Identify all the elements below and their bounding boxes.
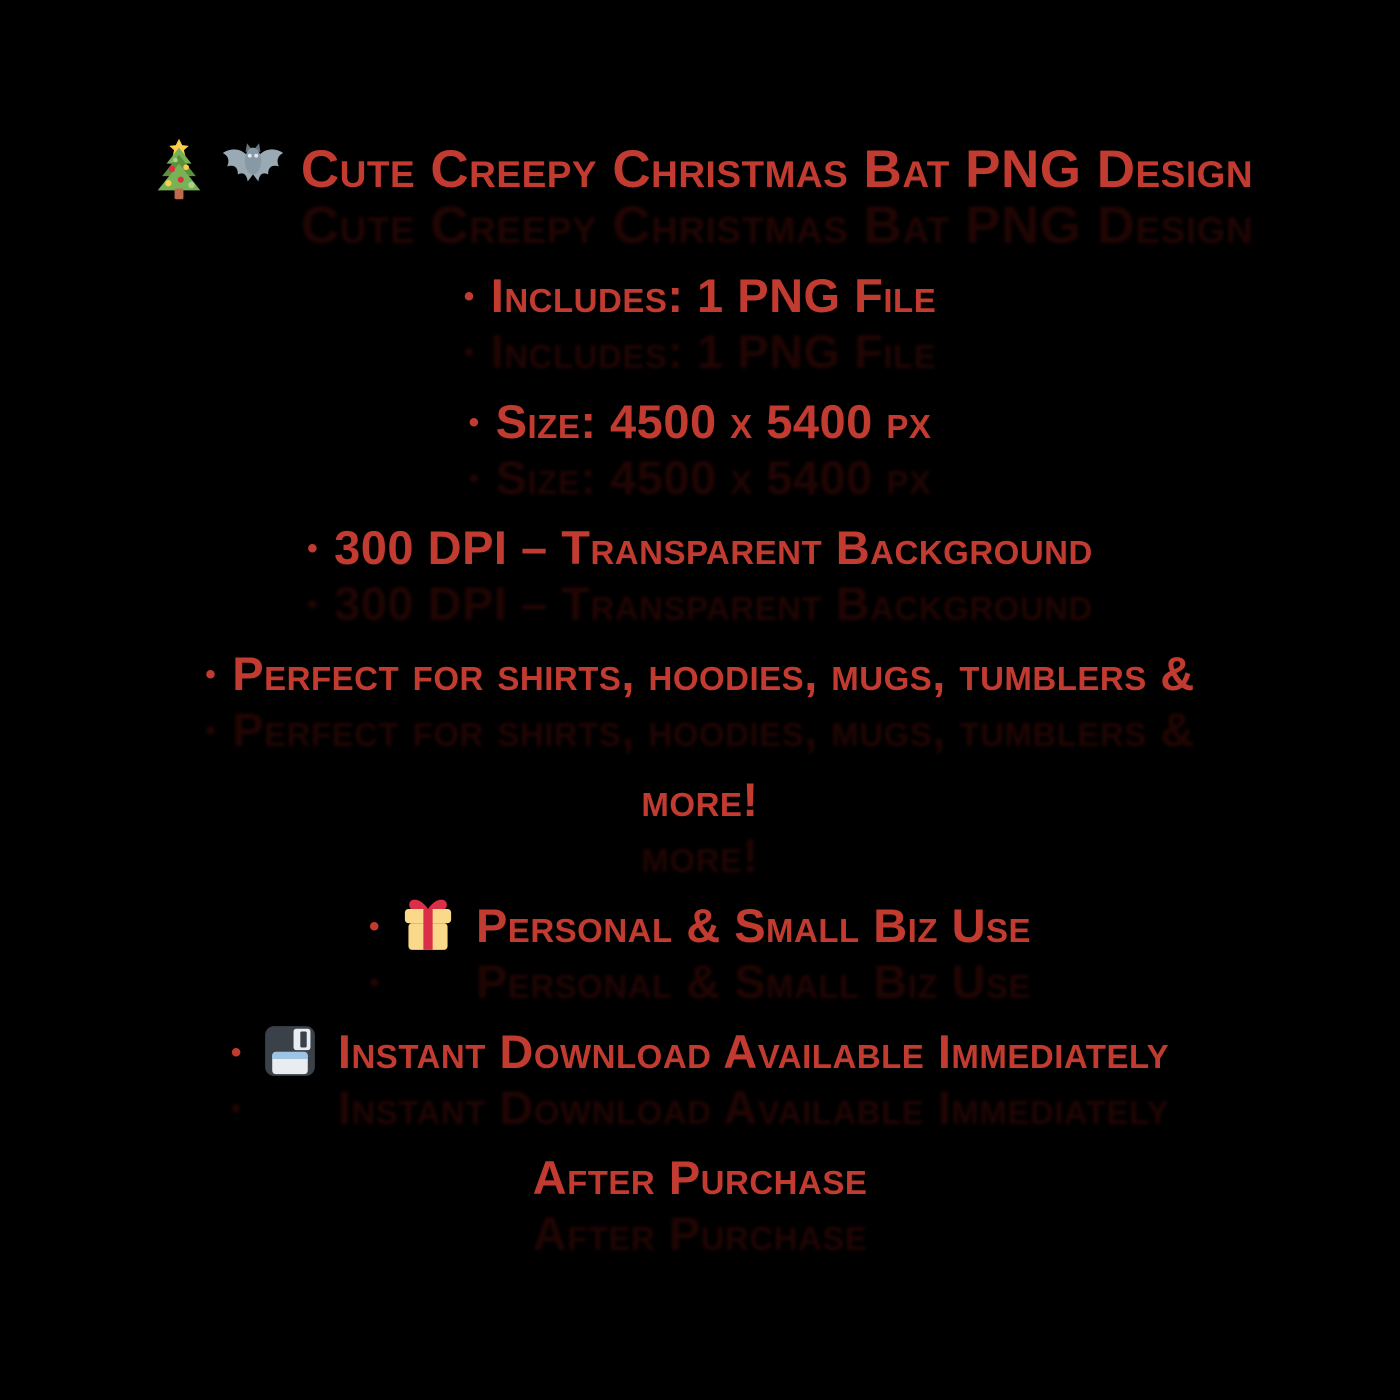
line-text: Includes: 1 PNG File: [490, 268, 937, 322]
line-text: Personal & Small Biz Use: [475, 898, 1032, 952]
bullet-dot: •: [368, 910, 380, 943]
line-icons: [258, 1019, 322, 1083]
bullet-dot: •: [468, 406, 480, 439]
line-text: Perfect for shirts, hoodies, mugs, tumblers &: [232, 646, 1195, 700]
text-line: [0, 988, 1400, 1114]
text-line: [0, 106, 1400, 232]
bullet-dot: •: [230, 1036, 242, 1069]
gift-icon: [396, 893, 460, 957]
bullet-dot: •: [463, 280, 475, 313]
line-text: Cute Creepy Christmas Bat PNG Design: [300, 139, 1254, 199]
text-line: [0, 736, 1400, 862]
line-text: After Purchase: [532, 1150, 868, 1204]
text-line: [0, 1114, 1400, 1240]
line-text: more!: [641, 772, 759, 826]
text-line: [0, 610, 1400, 736]
text-block: [0, 106, 1400, 1240]
floppy-disk-icon: [258, 1019, 322, 1083]
line-icons: [147, 137, 285, 201]
bullet-dot: •: [307, 532, 319, 565]
line-text: Size: 4500 x 5400 px: [495, 394, 932, 448]
text-line: [0, 358, 1400, 484]
line-icons: [396, 893, 460, 957]
line-text: Instant Download Available Immediately: [337, 1024, 1170, 1078]
line-text: 300 DPI – Transparent Background: [334, 520, 1093, 574]
text-line: [0, 862, 1400, 988]
text-line: [0, 232, 1400, 358]
bat-icon: [221, 137, 285, 201]
christmas-tree-icon: [147, 137, 211, 201]
bullet-dot: •: [205, 658, 217, 691]
text-line: [0, 484, 1400, 610]
